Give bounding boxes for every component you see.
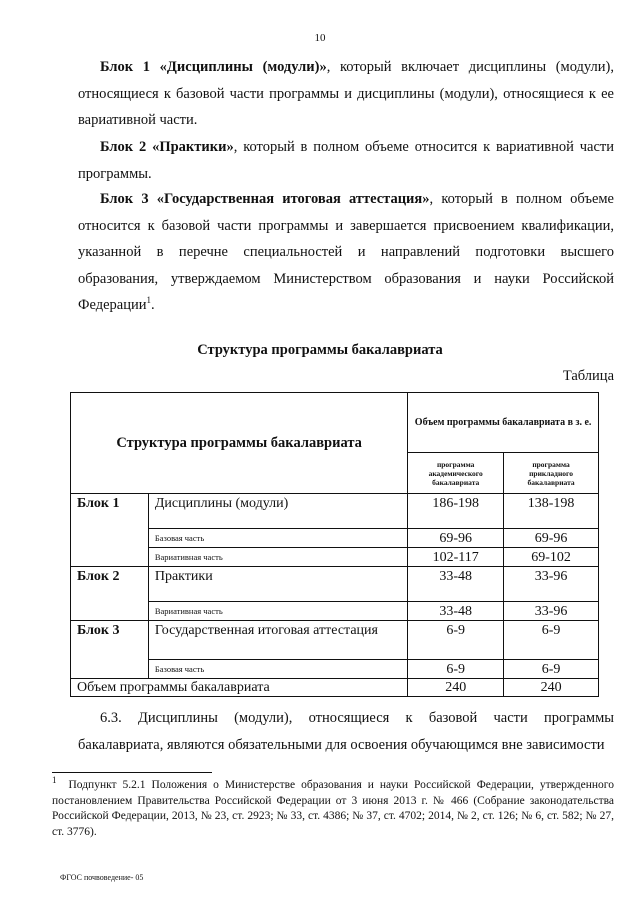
page-number: 10 [314,32,326,44]
table-row [71,494,599,529]
table-row [71,660,599,679]
total-academic: 240 [408,679,504,697]
block1-academic: 186-198 [408,494,504,529]
block2-text: , который в полном объеме относится к вариативной части программы. [78,139,614,182]
block3-base-applied: 6-9 [504,660,599,679]
block1-name: Дисциплины (модули) [148,494,407,529]
table-row [71,567,599,602]
block1-base: Базовая часть [148,529,407,548]
block3-academic: 6-9 [408,621,504,660]
block3-title: Блок 3 «Государственная итоговая аттестация» [100,191,430,207]
block3-base: Базовая часть [148,660,407,679]
header-volume: Объем программы бакалавриата в з. е. [408,393,599,453]
block1-text: , который включает дисциплины (модули), относящиеся к базовой части программы и дисциплины (модули), относящиеся к ее вариативной части. [78,59,614,128]
section-6-3: 6.3. Дисциплины (модули), относящиеся к базовой части программы бакалавриата, являются обязательными для освоения обучающимся вне зависимости [78,710,614,753]
block2-name: Практики [148,567,407,602]
footnote-text: Подпункт 5.2.1 Положения о Министерстве образования и науки Российской Федерации, утвержденного постановлением Правительства Российской Федерации от 3 июня 2013 г. № 466 (Собрание законодательства Российской Федерации, 2013, № 23, ст. 2923; № 33, ст. 4386; № 37, ст. 4702; 2014, № 2, ст. 126; № 6, ст. 582; № 27, ст. 3776). [52,779,614,838]
block1-label: Блок 1 [71,494,149,567]
block2-applied: 33-96 [504,567,599,602]
block1-var-applied: 69-102 [504,548,599,567]
block2-paragraph [78,134,614,187]
block1-paragraph [78,54,614,134]
footnote [52,775,614,840]
document-footer: ФГОС почвоведение- 05 [60,873,144,882]
table-row [71,679,599,697]
block3-label: Блок 3 [71,621,149,679]
block3-text: , который в полном объеме относится к базовой части программы и завершается присвоением квалификации, указанной в перечне специальностей и направлений подготовки высшего образования, утверждаемом Министерством образования и науки Российской Федерации [78,191,614,313]
header-academic: программа академического бакалавриата [408,453,504,494]
block1-title: Блок 1 «Дисциплины (модули)» [100,59,327,75]
table-row [71,621,599,660]
footnote-reference: 1 [146,295,151,306]
block2-label: Блок 2 [71,567,149,621]
table-row [71,529,599,548]
total-label: Объем программы бакалавриата [71,679,408,697]
table-label: Таблица [562,368,614,384]
footnote-mark: 1 [52,775,57,786]
block1-variative: Вариативная часть [148,548,407,567]
block3-name: Государственная итоговая аттестация [148,621,407,660]
block3-applied: 6-9 [504,621,599,660]
header-applied: программа прикладного бакалавриата [504,453,599,494]
block1-base-applied: 69-96 [504,529,599,548]
header-structure: Структура программы бакалавриата [71,393,408,494]
block1-applied: 138-198 [504,494,599,529]
block3-base-academic: 6-9 [408,660,504,679]
block2-variative: Вариативная часть [148,602,407,621]
block1-base-academic: 69-96 [408,529,504,548]
total-applied: 240 [504,679,599,697]
footnote-divider [52,772,212,773]
program-structure-table [70,392,599,697]
table-row [71,548,599,567]
table-title: Структура программы бакалавриата [197,342,443,358]
block2-var-academic: 33-48 [408,602,504,621]
block2-var-applied: 33-96 [504,602,599,621]
block2-title: Блок 2 «Практики» [100,139,234,155]
block2-academic: 33-48 [408,567,504,602]
table-row [71,602,599,621]
block3-paragraph: Блок 3 «Государственная итоговая аттестация», который в полном объеме относится к базовой части программы и завершается присвоением квалификации, указанной в перечне специальностей и направлений подготовки высшего образования, утверждаемом Министерством образования и науки Российской Федерации$^1$. [78,191,614,313]
block1-var-academic: 102-117 [408,548,504,567]
